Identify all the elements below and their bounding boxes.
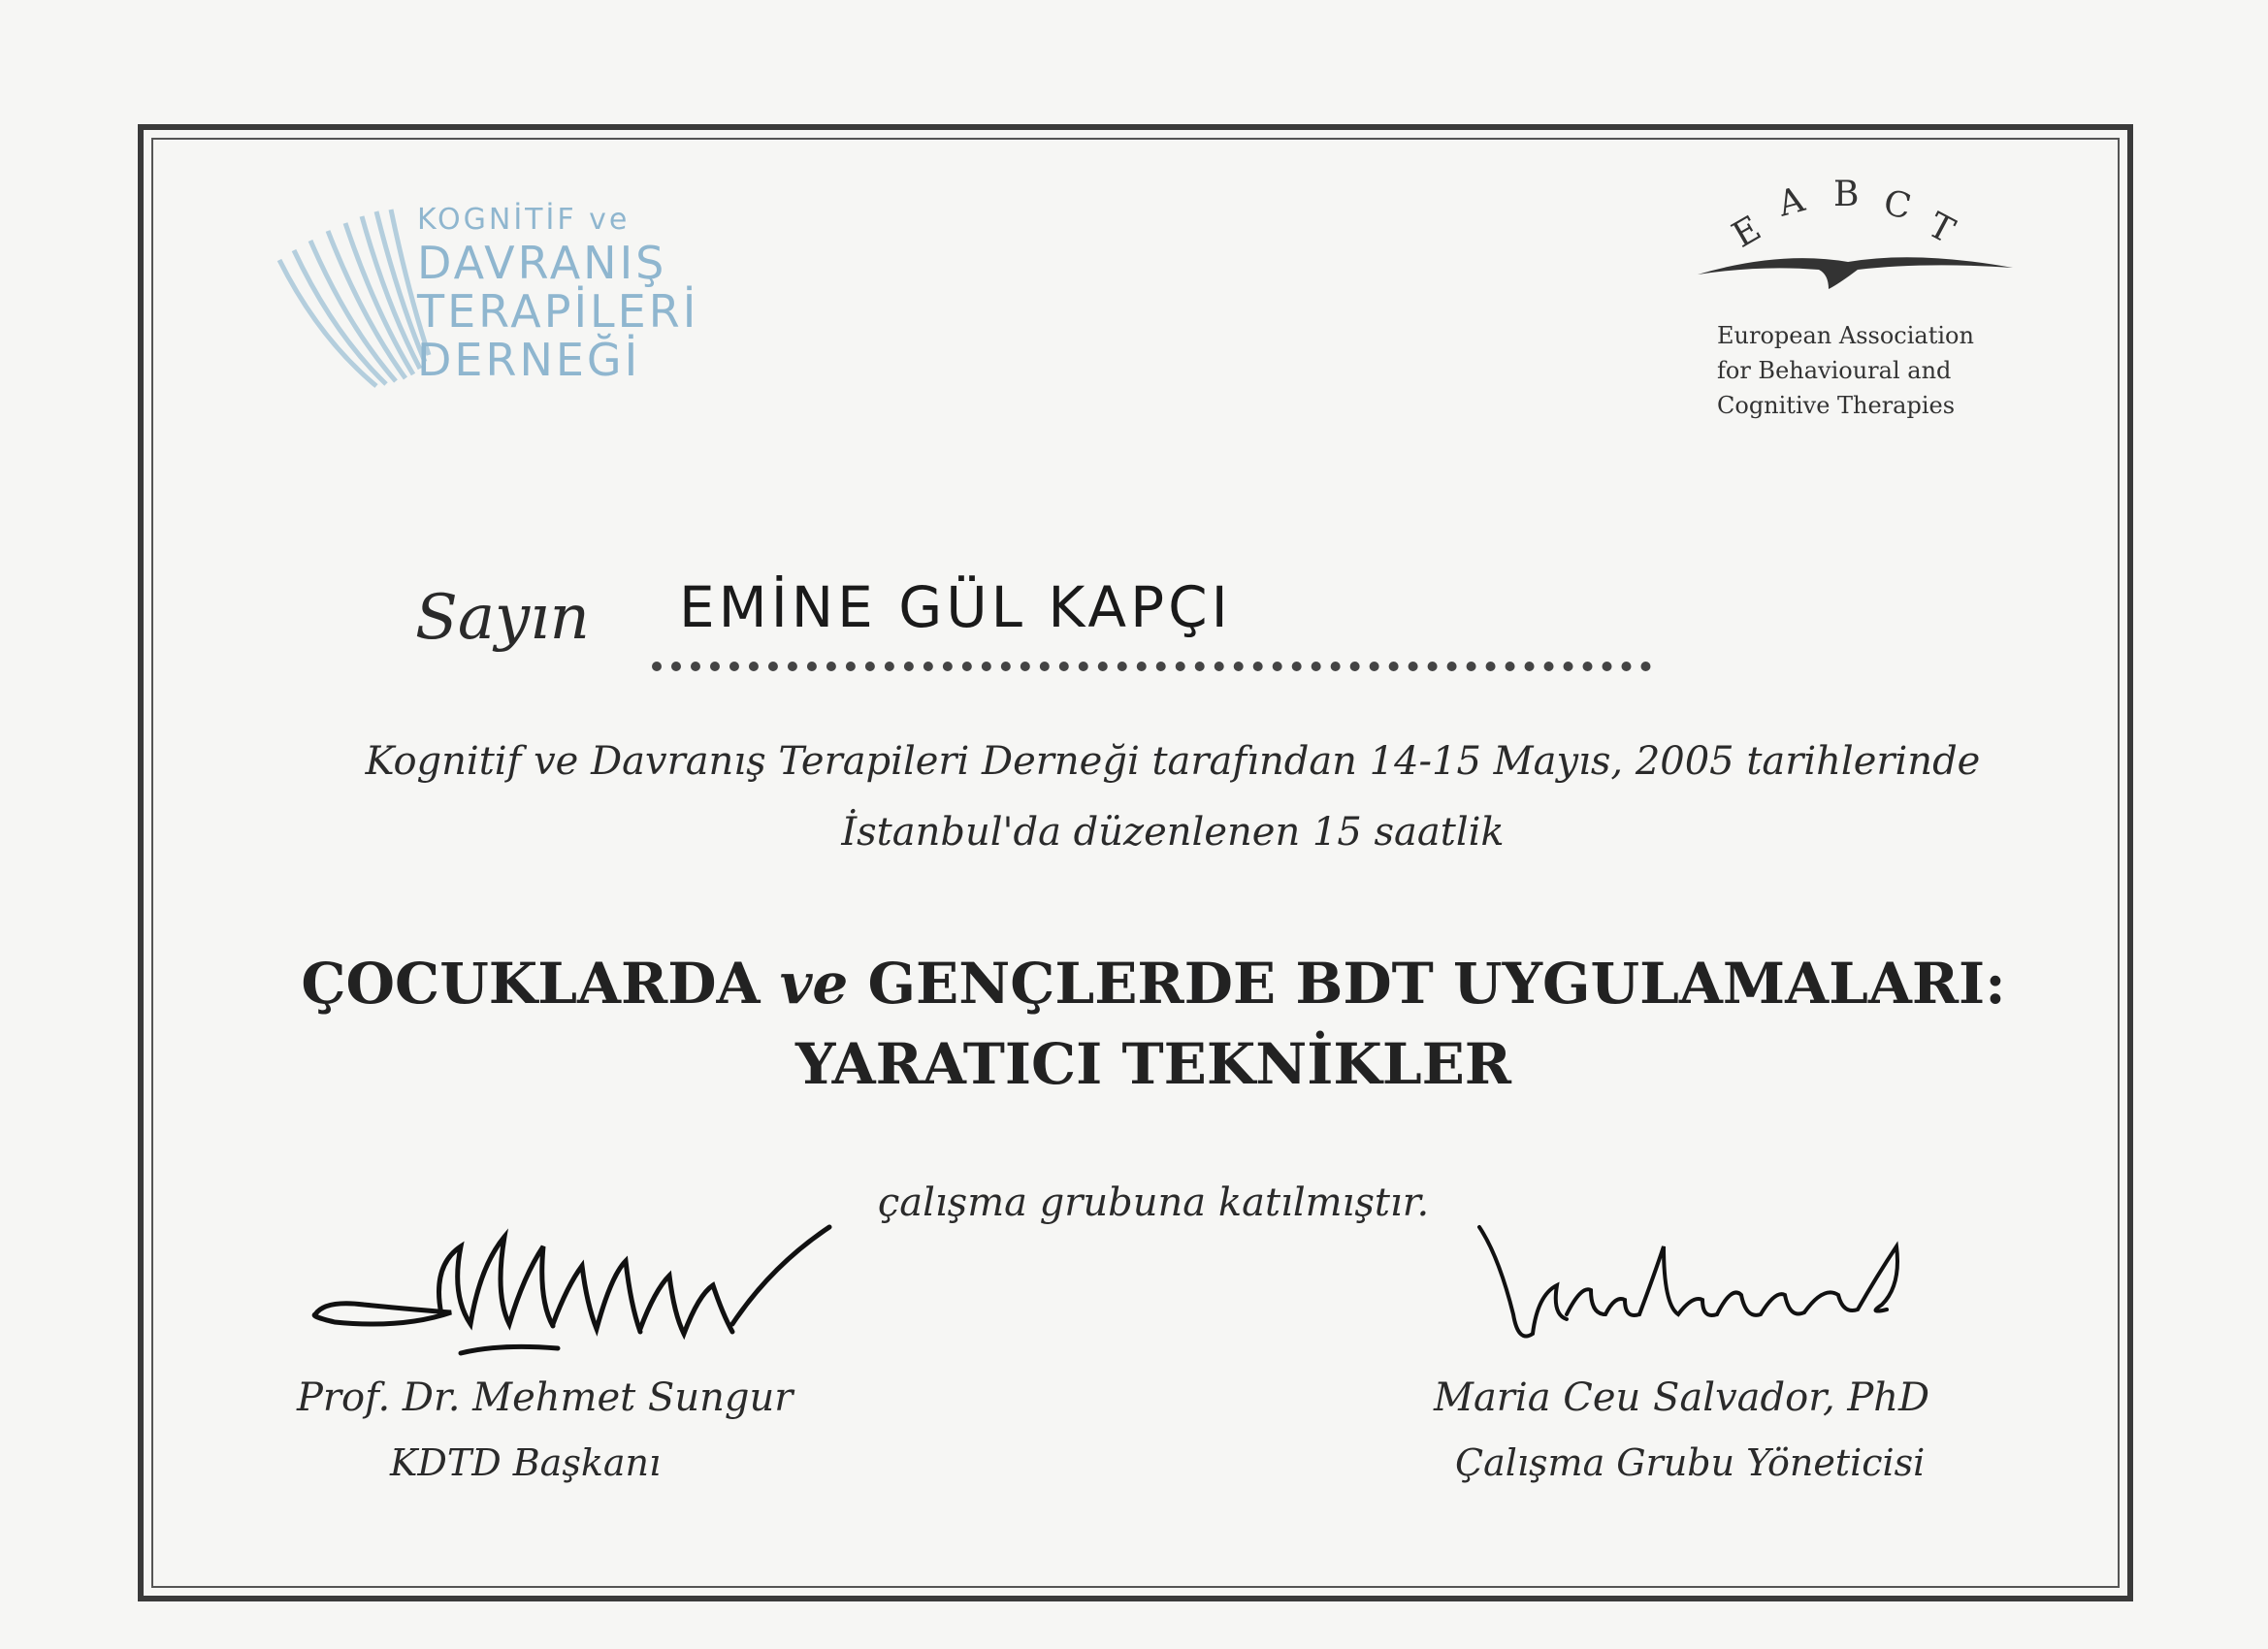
kdtd-logo-line1: KOGNİTİF ve xyxy=(417,203,631,237)
svg-text:T: T xyxy=(1921,205,1961,252)
recipient-name: EMİNE GÜL KAPÇI xyxy=(679,574,1232,640)
salutation: Sayın xyxy=(415,582,590,654)
course-title-ve: ve xyxy=(779,951,849,1017)
eabct-logo-line1: European Association xyxy=(1717,322,1974,349)
closing-text: çalışma grubuna katılmıştır. xyxy=(877,1180,1430,1225)
right-signatory-role: Çalışma Grubu Yöneticisi xyxy=(1455,1441,1926,1484)
svg-text:C: C xyxy=(1880,182,1915,228)
kdtd-logo-line2: DAVRANIŞ xyxy=(417,237,667,289)
eabct-logo-line2: for Behavioural and xyxy=(1717,357,1952,384)
eabct-logo-line3: Cognitive Therapies xyxy=(1717,392,1956,419)
svg-text:E: E xyxy=(1726,209,1768,256)
course-title-part-b: GENÇLERDE BDT UYGULAMALARI: xyxy=(867,951,2006,1017)
kdtd-logo-line4: DERNEĞİ xyxy=(417,334,641,386)
signature-left xyxy=(306,1208,849,1373)
kdtd-logo-text xyxy=(417,203,699,386)
left-signatory-role: KDTD Başkanı xyxy=(390,1441,662,1484)
svg-text:A: A xyxy=(1773,179,1809,225)
left-signatory-name: Prof. Dr. Mehmet Sungur xyxy=(297,1375,794,1420)
course-title-line2: YARATICI TEKNİKLER xyxy=(794,1031,1512,1097)
course-title-part-a: ÇOCUKLARDA xyxy=(301,951,761,1017)
right-signatory-name: Maria Ceu Salvador, PhD xyxy=(1434,1375,1930,1420)
course-title-line1 xyxy=(19,951,2268,1017)
eabct-logo-text xyxy=(1717,318,1974,423)
body-line-2: İstanbul'da düzenlenen 15 saatlik xyxy=(841,810,1505,855)
kdtd-logo-line3: TERAPİLERİ xyxy=(417,285,699,338)
svg-text:B: B xyxy=(1833,175,1860,214)
body-line-1: Kognitif ve Davranış Terapileri Derneği tarafından 14-15 Mayıs, 2005 tarihlerinde xyxy=(365,739,1981,784)
signature-right xyxy=(1470,1217,1926,1363)
eabct-bird-logo-icon xyxy=(1693,173,2023,299)
